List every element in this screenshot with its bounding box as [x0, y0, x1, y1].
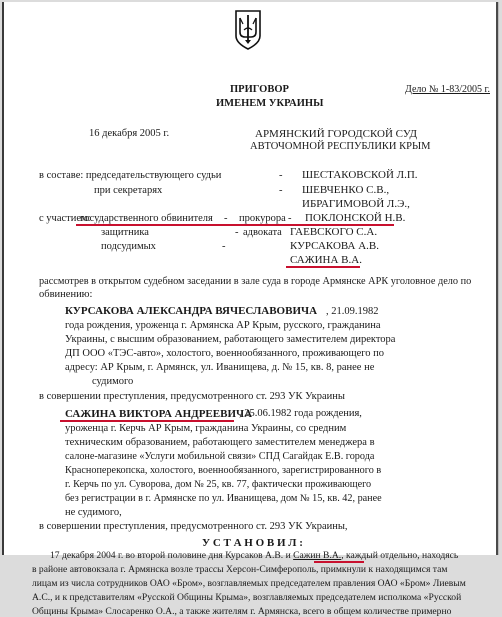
lawyer-name: ГАЕВСКОГО С.А. — [290, 226, 378, 238]
accused-details: без регистрации в г. Армянске по ул. Иванищева, дом № 15, кв. 42, ранее — [65, 493, 382, 504]
prosecutor-name: ПОКЛОНСКОЙ Н.В. — [305, 212, 406, 224]
intro-line: обвинению: — [39, 289, 93, 300]
court-region: АВТОЧОМНОЙ РЕСПУБЛИКИ КРЫМ — [250, 141, 431, 152]
accused-name: САЖИНА ВИКТОРА АНДРЕЕВИЧА — [65, 408, 253, 420]
accused-details: Украины, с высшим образованием, работающего заместителем директора — [65, 334, 396, 345]
paragraph-line: А.С., и к представителям «Русской Общины Крыма», возглавляемых председателем исполкома «Русской — [32, 592, 462, 603]
dash: - — [235, 227, 239, 238]
charge-line: в совершении преступления, предусмотренного ст. 293 УК Украины — [39, 391, 345, 402]
secretary-name: ШЕВЧЕНКО С.В., — [302, 184, 390, 196]
judge-name: ШЕСТАКОВСКОЙ Л.П. — [302, 169, 418, 181]
accused-details: Красноперекопска, холостого, военнообязанного, зарегистрированного в — [65, 465, 382, 476]
defendants-label: подсудимых — [101, 241, 156, 252]
coat-of-arms-emblem — [235, 10, 261, 50]
dash: - — [224, 213, 228, 224]
paragraph-line: 17 декабря 2004 г. во второй половине дня Курсаков А.В. и Сажин В.А., каждый отдельно, находясь — [50, 550, 459, 561]
accused-details: года рождения, уроженца г. Армянска АР Крым, русского, гражданина — [65, 320, 381, 331]
defendant-name: КУРСАКОВА А.В. — [290, 240, 380, 252]
accused-details: не судимого, — [65, 507, 122, 518]
accused-details: ДП ООО «ТЭС-авто», холостого, военнообязанного, проживающего по — [65, 348, 385, 359]
accused-details: г. Керчь по ул. Суворова, дом № 25, кв. 77, фактически проживающего — [65, 479, 372, 490]
page-left-edge — [2, 2, 4, 555]
accused-birthdate: , 25.06.1982 года рождения, — [239, 408, 362, 419]
established-heading: У С Т А Н О В И Л : — [202, 537, 303, 549]
secretaries-label: при секретарях — [94, 185, 163, 196]
highlight-underline — [314, 561, 364, 563]
paragraph-line: в районе автовокзала г. Армянска возле трассы Херсон-Симферополь, примкнули к находящимся там — [32, 564, 448, 575]
dash: - — [222, 241, 226, 252]
prosecutor-role: прокурора — [239, 213, 286, 224]
accused-details: уроженца г. Керчь АР Крым, гражданина Украины, со средним — [65, 423, 347, 434]
intro-line: рассмотрев в открытом судебном заседании в зале суда в городе Армянске АРК уголовное дело по — [39, 276, 472, 287]
case-number: Дело № 1-83/2005 г. — [405, 84, 490, 95]
accused-name: КУРСАКОВА АЛЕКСАНДРА ВЯЧЕСЛАВОВИЧА — [65, 305, 318, 317]
paragraph-line: Общины Крыма» Слосаренко О.А., а также жителям г. Армянска, всего в общем количестве примерно — [32, 606, 452, 617]
court-name: АРМЯНСКИЙ ГОРОДСКОЙ СУД — [255, 128, 418, 140]
dash: - — [288, 213, 292, 224]
participation-label: с участием: — [39, 213, 91, 224]
accused-details: судимого — [92, 376, 134, 387]
charge-line: в совершении преступления, предусмотренного ст. 293 УК Украины, — [39, 521, 348, 532]
verdict-subtitle: ИМЕНЕМ УКРАИНЫ — [216, 98, 324, 109]
document-page — [2, 2, 496, 617]
lawyer-label: адвоката — [243, 227, 282, 238]
highlight-underline — [60, 420, 234, 422]
prosecutor-label: государственного обвинителя — [80, 213, 213, 224]
accused-details: адресу: АР Крым, г. Армянск, ул. Иванищева, д. № 15, кв. 8, ранее не — [65, 362, 375, 373]
accused-details: салоне-магазине «Услуги мобильной связи» СПД Сагайдак Е.В. города — [65, 451, 375, 462]
defender-label: защитника — [101, 227, 149, 238]
dash: - — [279, 185, 283, 196]
accused-details: техническим образованием, работающего заместителем менеджера в — [65, 437, 375, 448]
highlighted-name: Сажин В.А. — [293, 550, 342, 561]
highlight-underline — [286, 266, 360, 268]
secretary-name: ИБРАГИМОВОЙ Л.Э., — [302, 198, 410, 210]
dash: - — [279, 170, 283, 181]
paragraph-line: лицам из числа сотрудников ОАО «Бром», возглавляемых председателем правления ОАО «Бром» Лиевым — [32, 578, 466, 589]
composition-intro: в составе: председательствующего судьи — [39, 170, 222, 181]
verdict-title: ПРИГОВОР — [230, 84, 289, 95]
accused-birthdate: , 21.09.1982 — [326, 306, 379, 317]
verdict-date: 16 декабря 2005 г. — [89, 128, 170, 139]
defendant-name: САЖИНА В.А. — [290, 254, 362, 266]
